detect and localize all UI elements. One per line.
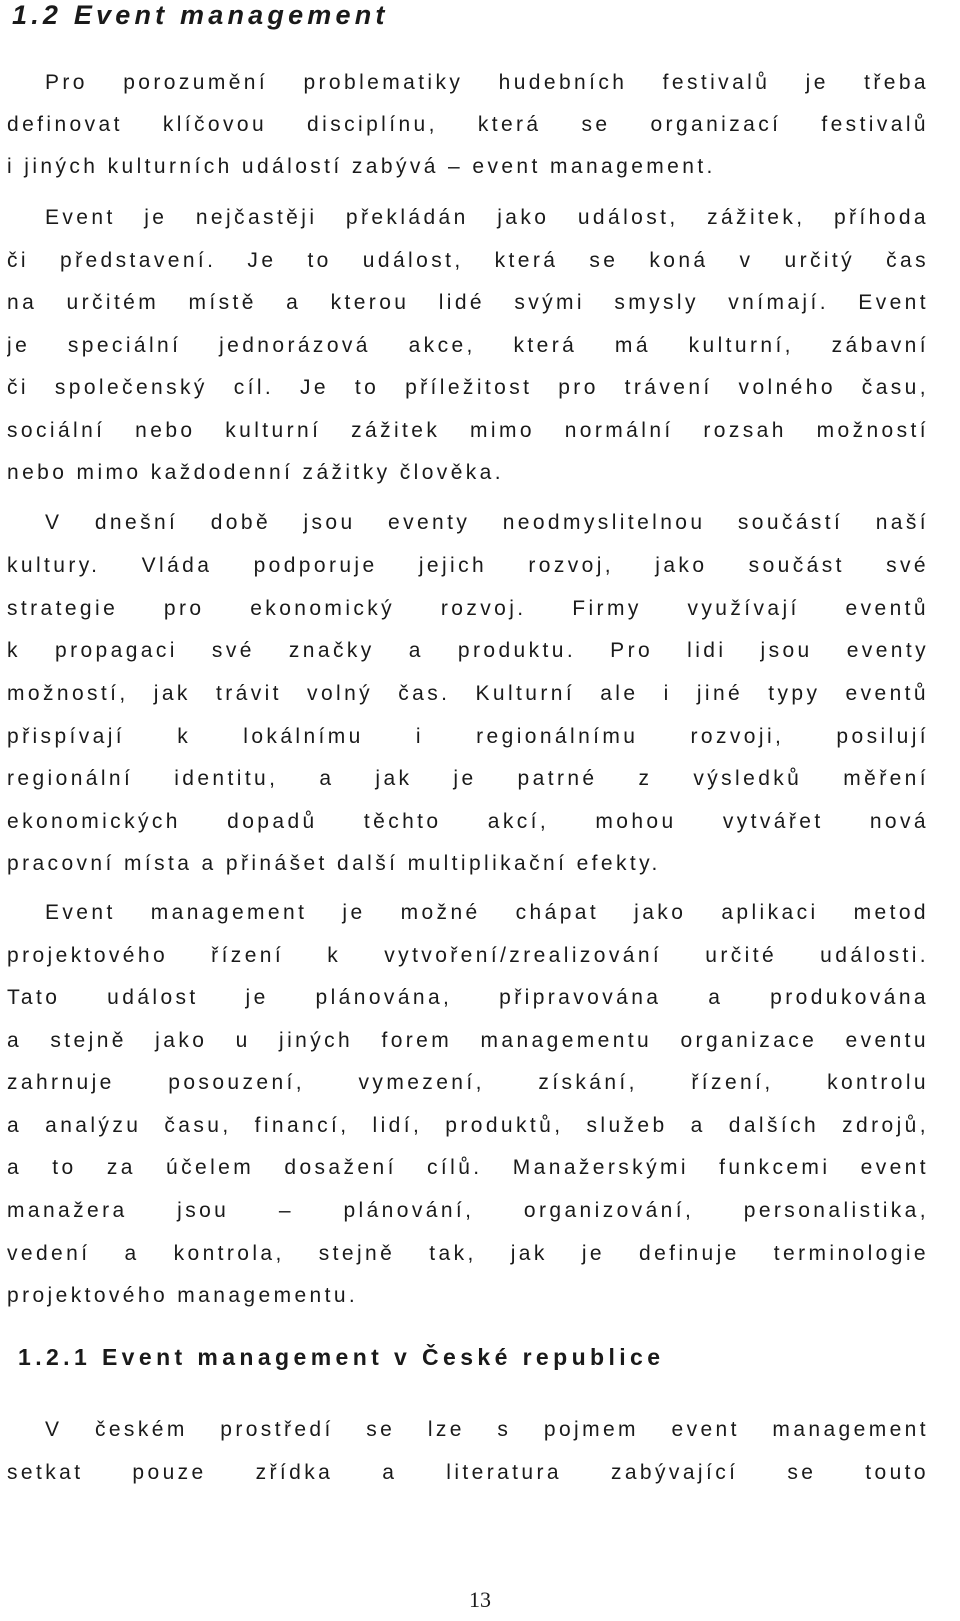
paragraph-3-line-7: regionální identitu, a jak je patrné z výsledků měření xyxy=(7,767,929,790)
section-heading: 1.2 Event management xyxy=(12,0,389,30)
paragraph-4-line-6: a analýzu času, financí, lidí, produktů, služeb a dalších zdrojů, xyxy=(7,1114,929,1137)
paragraph-4-line-2: projektového řízení k vytvoření/zrealizování určité události. xyxy=(7,944,929,967)
paragraph-3-line-5: možností, jak trávit volný čas. Kulturní ale i jiné typy eventů xyxy=(7,682,929,705)
paragraph-4-line-7: a to za účelem dosažení cílů. Manažerskými funkcemi event xyxy=(7,1156,929,1179)
paragraph-2-line-5: či společenský cíl. Je to příležitost pro trávení volného času, xyxy=(7,376,929,399)
paragraph-3-line-2: kultury. Vláda podporuje jejich rozvoj, jako součást své xyxy=(7,554,929,577)
paragraph-3-line-4: k propagaci své značky a produktu. Pro lidi jsou eventy xyxy=(7,639,929,662)
paragraph-4-line-8: manažera jsou – plánování, organizování, personalistika, xyxy=(7,1199,929,1222)
paragraph-2-line-7: nebo mimo každodenní zážitky člověka. xyxy=(7,461,504,484)
paragraph-2-line-6: sociální nebo kulturní zážitek mimo normální rozsah možností xyxy=(7,419,929,442)
paragraph-3-line-9: pracovní místa a přinášet další multiplikační efekty. xyxy=(7,852,661,875)
paragraph-2-line-2: či představení. Je to událost, která se koná v určitý čas xyxy=(7,249,929,272)
subsection-heading: 1.2.1 Event management v České republice xyxy=(18,1344,665,1370)
paragraph-4-line-3: Tato událost je plánována, připravována a produkována xyxy=(7,986,929,1009)
paragraph-2-line-3: na určitém místě a kterou lidé svými smysly vnímají. Event xyxy=(7,291,929,314)
paragraph-3-line-1: V dnešní době jsou eventy neodmyslitelnou součástí naší xyxy=(45,511,929,534)
paragraph-3-line-6: přispívají k lokálnímu i regionálnímu rozvoji, posilují xyxy=(7,725,929,748)
page-number: 13 xyxy=(469,1587,491,1612)
paragraph-1-line-2: definovat klíčovou disciplínu, která se organizací festivalů xyxy=(7,113,929,136)
paragraph-2-line-4: je speciální jednorázová akce, která má kulturní, zábavní xyxy=(7,334,929,357)
paragraph-1-line-1: Pro porozumění problematiky hudebních festivalů je třeba xyxy=(45,71,929,94)
paragraph-4-line-1: Event management je možné chápat jako aplikaci metod xyxy=(45,901,929,924)
paragraph-4-line-9: vedení a kontrola, stejně tak, jak je definuje terminologie xyxy=(7,1242,929,1265)
paragraph-4-line-5: zahrnuje posouzení, vymezení, získání, řízení, kontrolu xyxy=(7,1071,929,1094)
paragraph-3-line-3: strategie pro ekonomický rozvoj. Firmy využívají eventů xyxy=(7,597,929,620)
paragraph-3-line-8: ekonomických dopadů těchto akcí, mohou vytvářet nová xyxy=(7,810,929,833)
paragraph-4-line-4: a stejně jako u jiných forem managementu organizace eventu xyxy=(7,1029,929,1052)
paragraph-4-line-10: projektového managementu. xyxy=(7,1284,359,1307)
paragraph-2-line-1: Event je nejčastěji překládán jako událost, zážitek, příhoda xyxy=(45,206,929,229)
subsection-paragraph-line-1: V českém prostředí se lze s pojmem event management xyxy=(45,1418,929,1441)
paragraph-1-line-3: i jiných kulturních událostí zabývá – event management. xyxy=(7,155,716,178)
subsection-paragraph-line-2: setkat pouze zřídka a literatura zabývající se touto xyxy=(7,1461,929,1484)
